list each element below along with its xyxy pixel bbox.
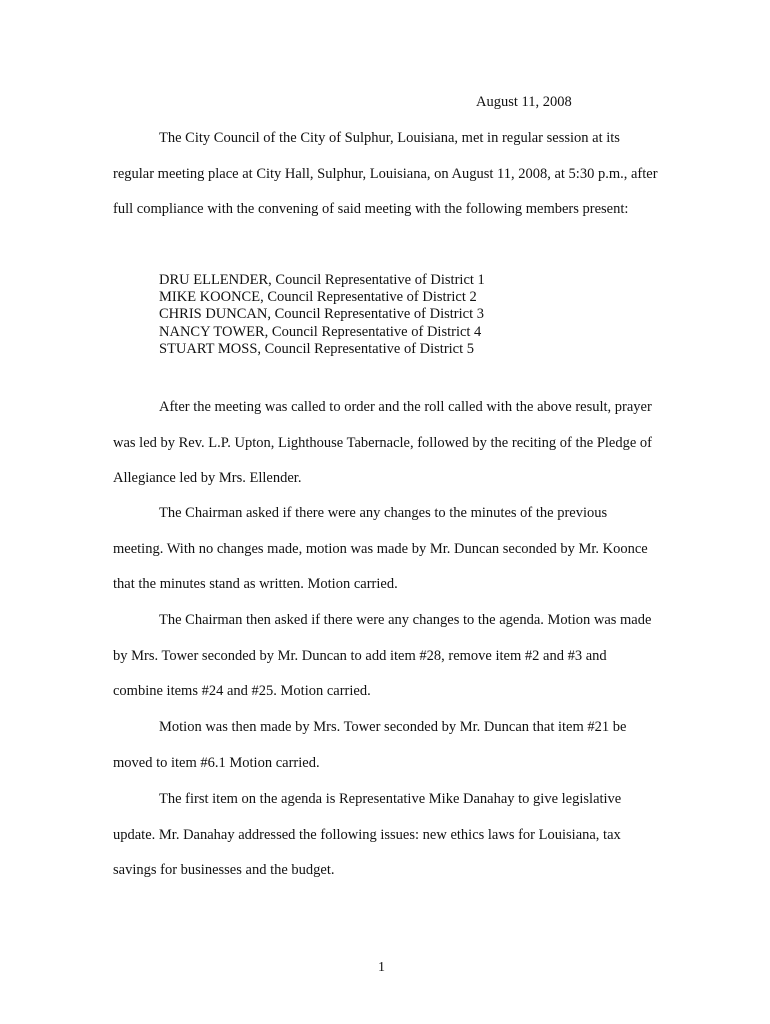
council-member: CHRIS DUNCAN, Council Representative of District 3	[159, 306, 485, 323]
paragraph-minutes: The Chairman asked if there were any changes to the minutes of the previous meeting. With no changes made, motion was made by Mr. Duncan seconded by Mr. Koonce that the minutes stand as written. Motion carried.	[113, 505, 648, 592]
council-member: MIKE KOONCE, Council Representative of District 2	[159, 289, 477, 306]
paragraph-legislative-update: The first item on the agenda is Representative Mike Danahay to give legislative update. Mr. Danahay addressed the following issues: new ethics laws for Louisiana, tax savings for businesses and the budget.	[113, 791, 622, 878]
council-members-list	[159, 272, 485, 358]
council-member: DRU ELLENDER, Council Representative of District 1	[159, 272, 485, 288]
paragraph-roll-call: After the meeting was called to order and the roll called with the above result, prayer was led by Rev. L.P. Upton, Lighthouse Tabernacle, followed by the reciting of the Pledge of Allegiance led by Mrs. Ellender.	[113, 399, 652, 486]
council-member: STUART MOSS, Council Representative of District 5	[159, 340, 475, 357]
paragraph-session-intro: The City Council of the City of Sulphur, Louisiana, met in regular session at its regular meeting place at City Hall, Sulphur, Louisiana, on August 11, 2008, at 5:30 p.m., after full compliance with the convening of said meeting with the following members present:	[113, 130, 658, 217]
paragraph-item-move: Motion was then made by Mrs. Tower seconded by Mr. Duncan that item #21 be moved to item #6.1 Motion carried.	[113, 719, 627, 771]
paragraph-agenda-changes: The Chairman then asked if there were any changes to the agenda. Motion was made by Mrs. Tower seconded by Mr. Duncan to add item #28, remove item #2 and #3 and combine items #24 and #25. Motion carried.	[113, 612, 652, 699]
page-number: 1	[378, 960, 385, 975]
council-member: NANCY TOWER, Council Representative of District 4	[159, 323, 482, 340]
document-date: August 11, 2008	[476, 94, 572, 110]
